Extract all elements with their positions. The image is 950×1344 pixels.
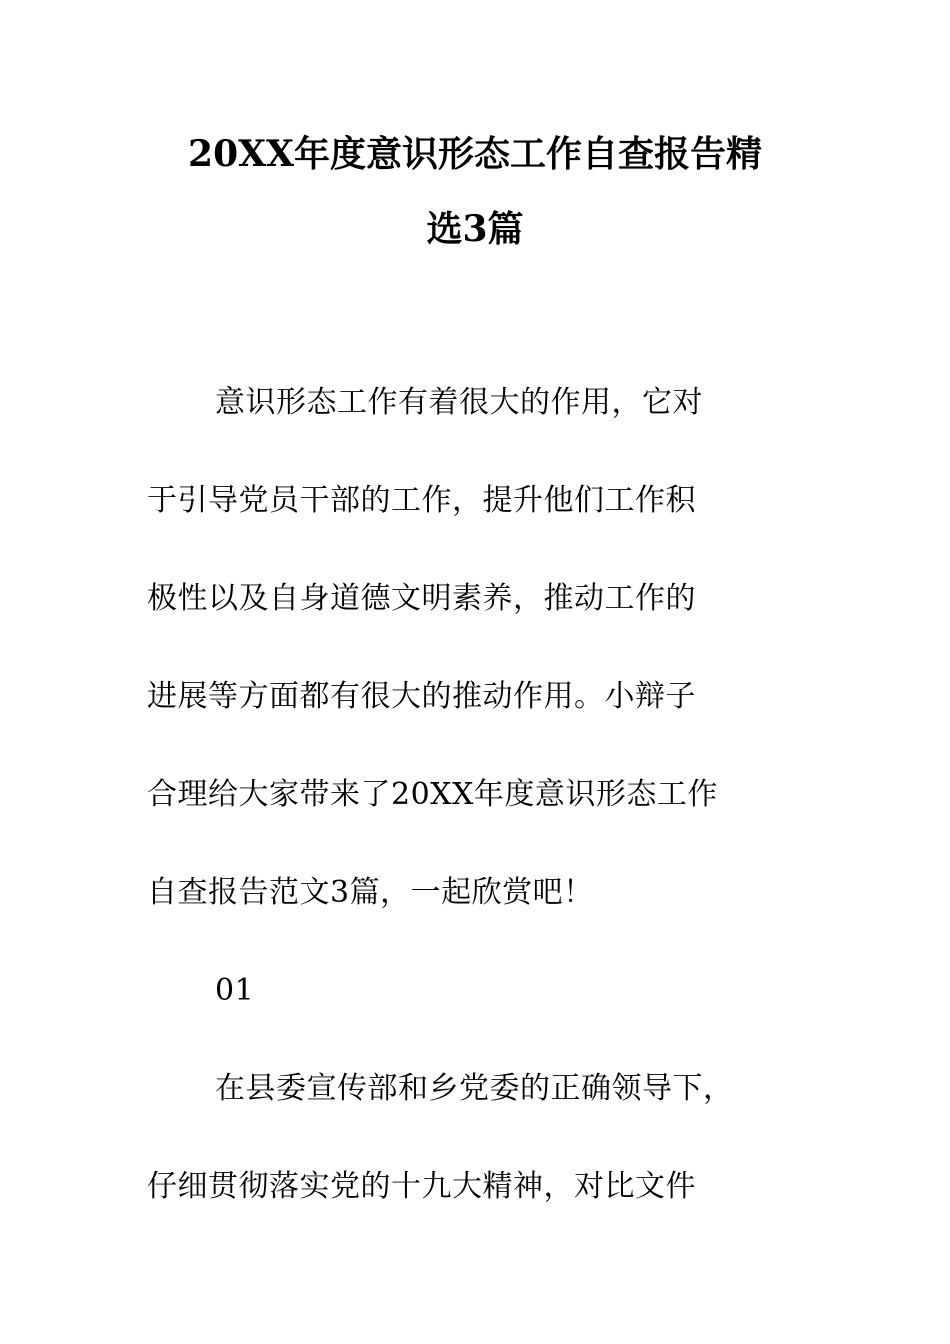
paragraph-line: 合理给大家带来了20XX年度意识形态工作 — [147, 777, 718, 812]
paragraph-line: 意识形态工作有着很大的作用，它对 — [215, 385, 703, 420]
document-title-line-1: 20XX年度意识形态工作自查报告精 — [188, 133, 762, 175]
paragraph-line: 仔细贯彻落实党的十九大精神，对比文件 — [147, 1169, 696, 1204]
paragraph-line: 极性以及自身道德文明素养，推动工作的 — [147, 581, 696, 616]
paragraph-line: 在县委宣传部和乡党委的正确领导下， — [215, 1071, 734, 1106]
paragraph-line: 进展等方面都有很大的推动作用。小辩子 — [147, 679, 696, 714]
paragraph-line: 自查报告范文3篇，一起欣赏吧！ — [147, 875, 594, 910]
section-number: 01 — [215, 973, 255, 1008]
document-title-line-2: 选3篇 — [426, 208, 524, 250]
paragraph-line: 于引导党员干部的工作，提升他们工作积 — [147, 483, 696, 518]
